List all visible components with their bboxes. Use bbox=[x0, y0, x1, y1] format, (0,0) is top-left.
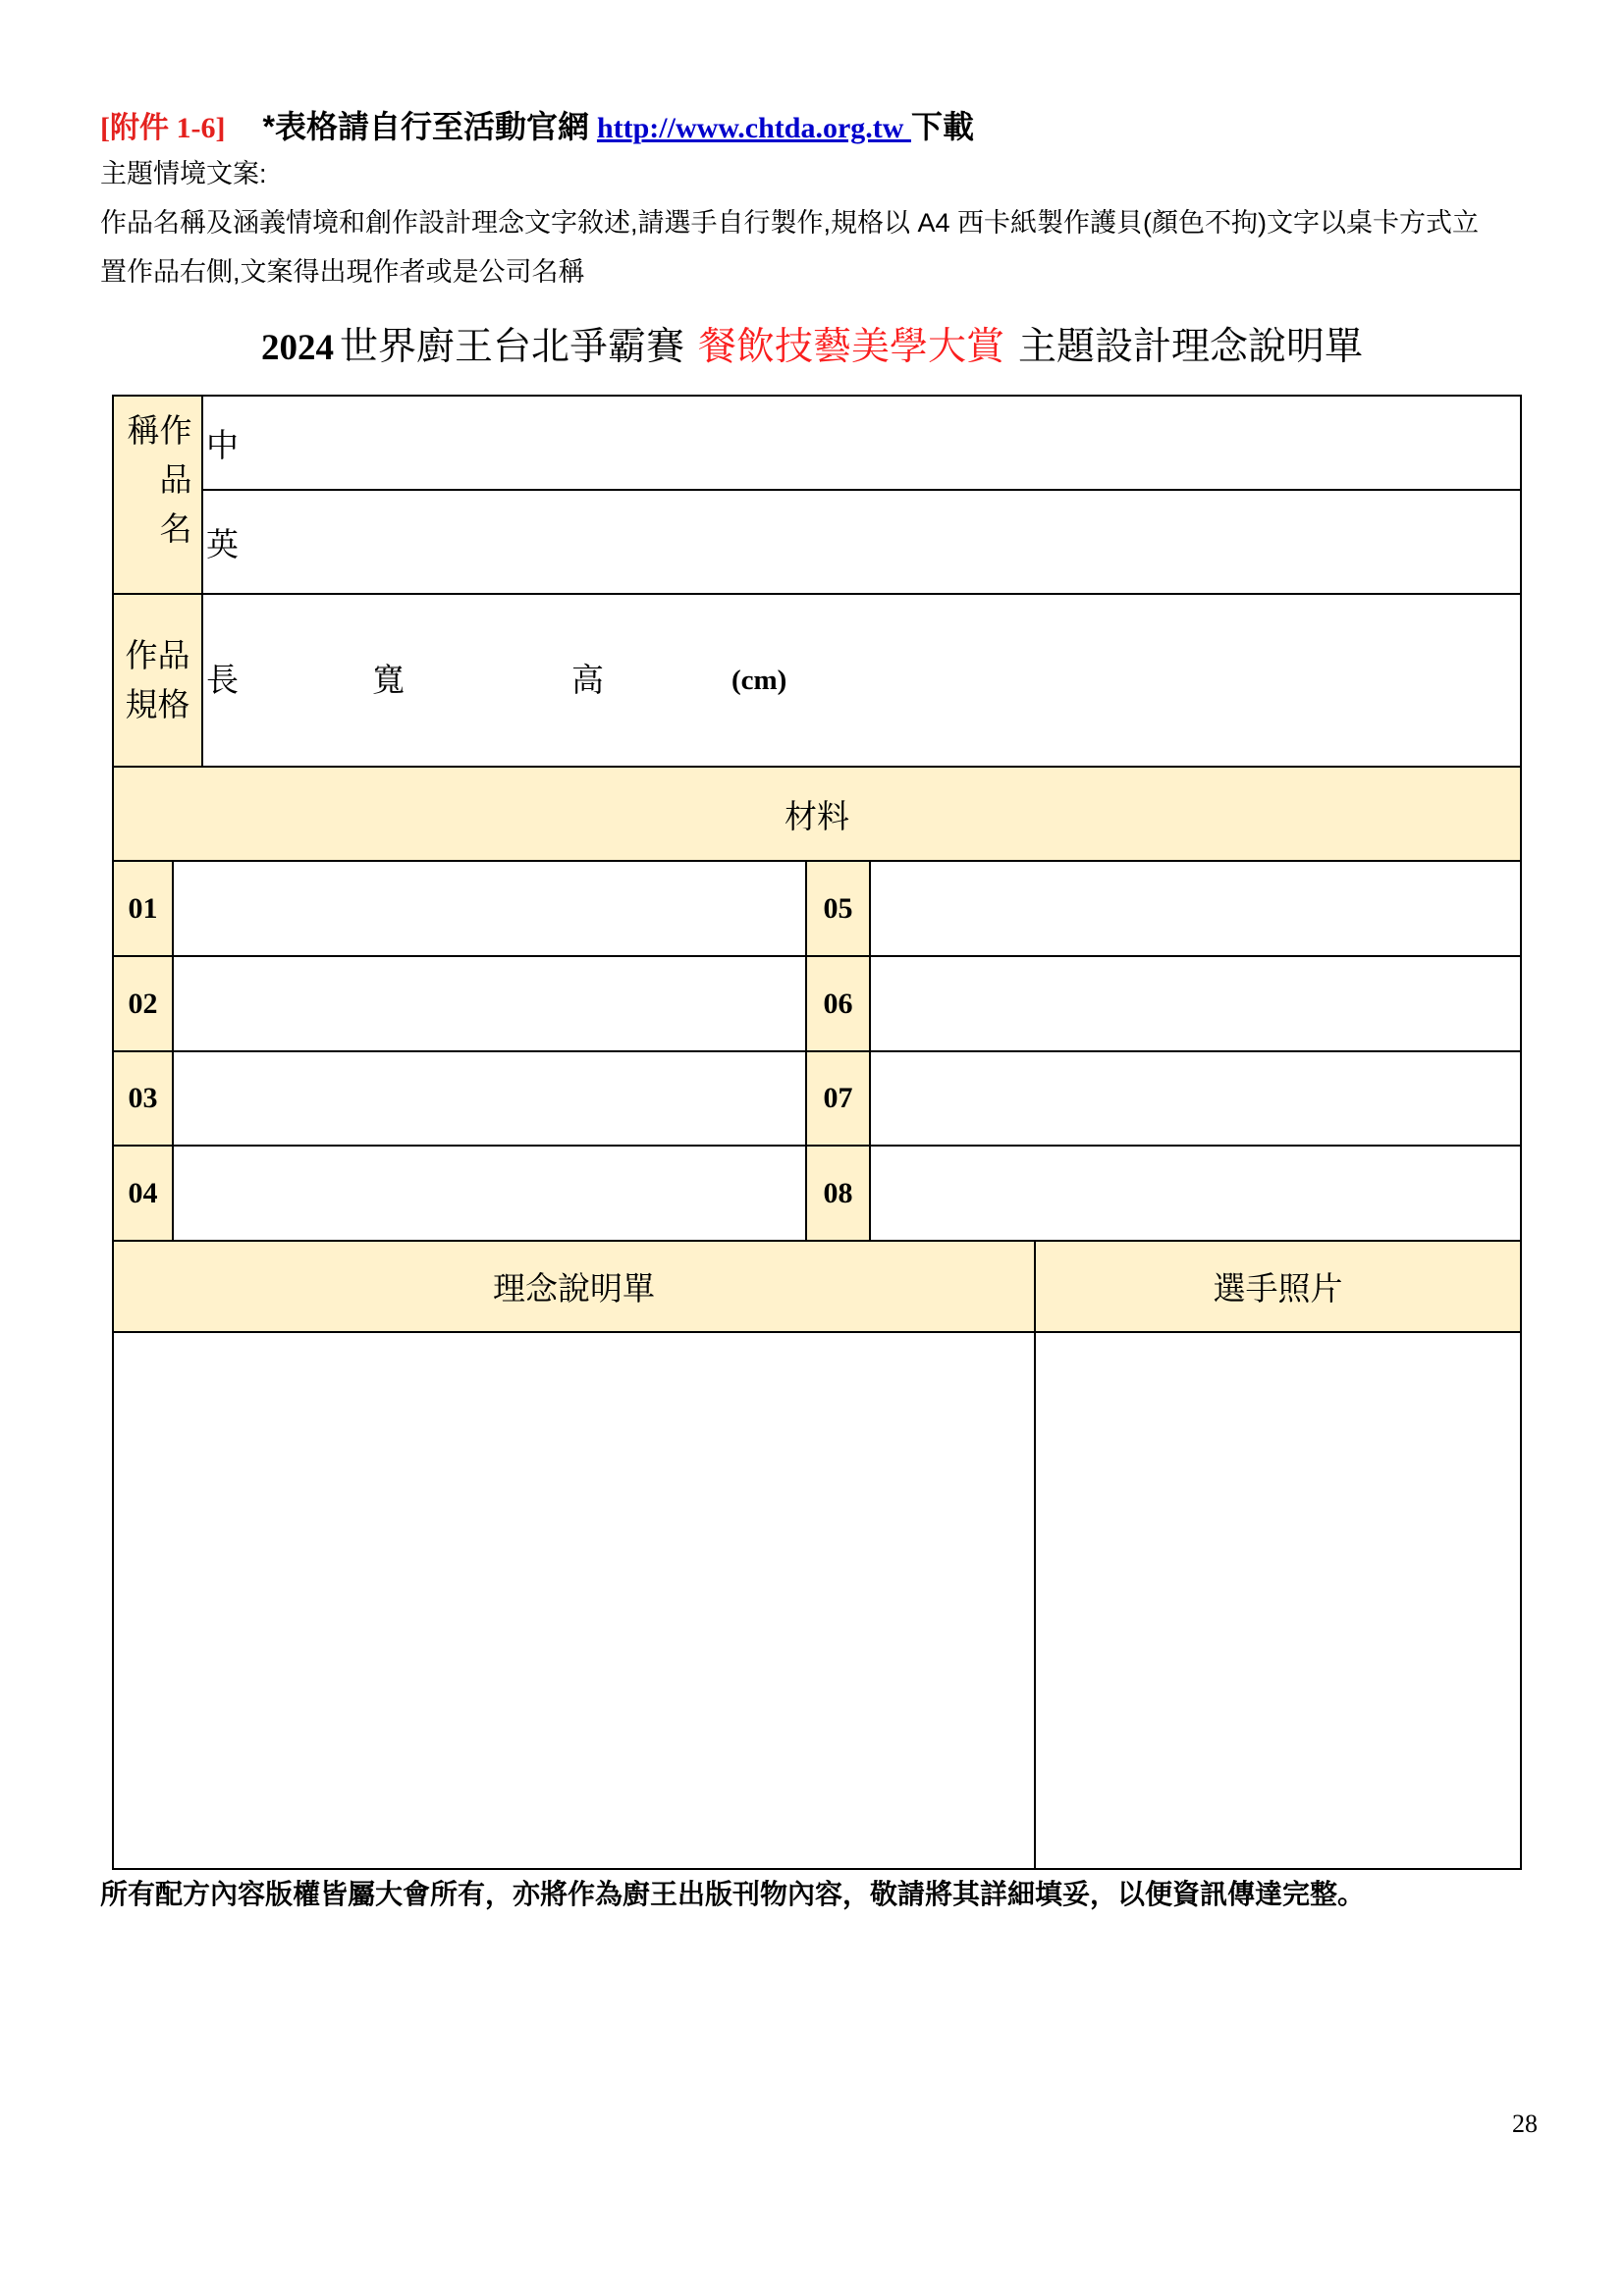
material-number-cell bbox=[807, 1147, 871, 1242]
material-value-cell bbox=[871, 862, 1522, 957]
material-number-cell bbox=[112, 862, 174, 957]
material-number-cell bbox=[112, 1052, 174, 1147]
work-spec-label-line: 作品 bbox=[125, 637, 190, 673]
title-award: 餐飲技藝美學大賞 bbox=[697, 326, 1004, 368]
download-instruction: *表格請自行至活動官網 bbox=[262, 109, 589, 144]
material-number: 08 bbox=[823, 1176, 853, 1209]
page-number: 28 bbox=[1512, 2109, 1538, 2138]
concept-area bbox=[112, 1333, 1036, 1870]
work-name-zh-cell bbox=[203, 395, 1522, 491]
material-number: 02 bbox=[128, 987, 158, 1020]
material-value-cell bbox=[871, 1052, 1522, 1147]
material-number: 07 bbox=[823, 1082, 853, 1114]
material-number: 01 bbox=[128, 891, 158, 925]
material-number: 06 bbox=[823, 987, 853, 1020]
materials-header-label: 材料 bbox=[785, 797, 849, 834]
material-number-cell bbox=[112, 957, 174, 1052]
page-title bbox=[0, 323, 1624, 372]
download-text: 下載 bbox=[910, 109, 974, 144]
material-value-cell bbox=[174, 1052, 807, 1147]
material-number-cell bbox=[112, 1147, 174, 1242]
work-name-label-cell bbox=[112, 395, 203, 595]
concept-header bbox=[112, 1242, 1036, 1333]
material-value-cell bbox=[174, 1147, 807, 1242]
material-value-cell bbox=[174, 862, 807, 957]
attachment-header-line bbox=[100, 104, 974, 149]
intro-line: 置作品右側,文案得出現作者或是公司名稱 bbox=[100, 257, 585, 287]
work-name-en-label: 英 bbox=[206, 525, 239, 562]
material-number: 04 bbox=[128, 1176, 158, 1209]
material-number-cell bbox=[807, 862, 871, 957]
work-spec-label-line: 規格 bbox=[125, 686, 190, 722]
spec-height-label: 高 bbox=[571, 662, 604, 698]
footer-note: 所有配方內容版權皆屬大會所有，亦將作為廚王出版刊物內容，敬請將其詳細填妥，以便資訊傳達完整。 bbox=[100, 1879, 1366, 1909]
title-form-name: 主題設計理念說明單 bbox=[1018, 326, 1364, 368]
attachment-tag: [附件 1-6] bbox=[100, 112, 226, 144]
intro-line: 作品名稱及涵義情境和創作設計理念文字敘述,請選手自行製作,規格以 A4 西卡紙製作護貝(顏色不拘)文字以桌卡方式立 bbox=[100, 208, 1480, 238]
materials-header bbox=[112, 768, 1522, 862]
concept-header-label: 理念說明單 bbox=[493, 1270, 655, 1307]
material-number: 03 bbox=[128, 1082, 158, 1114]
photo-header-label: 選手照片 bbox=[1213, 1270, 1343, 1307]
concept-form-table bbox=[112, 395, 1522, 1870]
title-event: 世界廚王台北爭霸賽 bbox=[339, 326, 684, 368]
photo-area bbox=[1036, 1333, 1522, 1870]
spec-length-label: 長 bbox=[206, 662, 239, 698]
intro-section bbox=[100, 149, 1524, 296]
material-value-cell bbox=[174, 957, 807, 1052]
material-value-cell bbox=[871, 1147, 1522, 1242]
intro-label: 主題情境文案: bbox=[100, 159, 267, 188]
material-value-cell bbox=[871, 957, 1522, 1052]
work-spec-cell bbox=[203, 595, 1522, 768]
spec-unit: (cm) bbox=[731, 665, 787, 696]
photo-header bbox=[1036, 1242, 1522, 1333]
material-number-cell bbox=[807, 1052, 871, 1147]
material-number: 05 bbox=[823, 891, 853, 925]
title-year: 2024 bbox=[260, 328, 334, 368]
work-spec-label-cell bbox=[112, 595, 203, 768]
work-name-zh-label: 中 bbox=[206, 426, 239, 463]
website-link[interactable]: http://www.chtda.org.tw bbox=[596, 112, 911, 144]
work-spec-label bbox=[126, 631, 190, 729]
spec-width-label: 寬 bbox=[372, 662, 405, 698]
material-number-cell bbox=[807, 957, 871, 1052]
work-name-label: 作品名稱 bbox=[123, 413, 192, 561]
work-name-en-cell bbox=[203, 491, 1522, 595]
